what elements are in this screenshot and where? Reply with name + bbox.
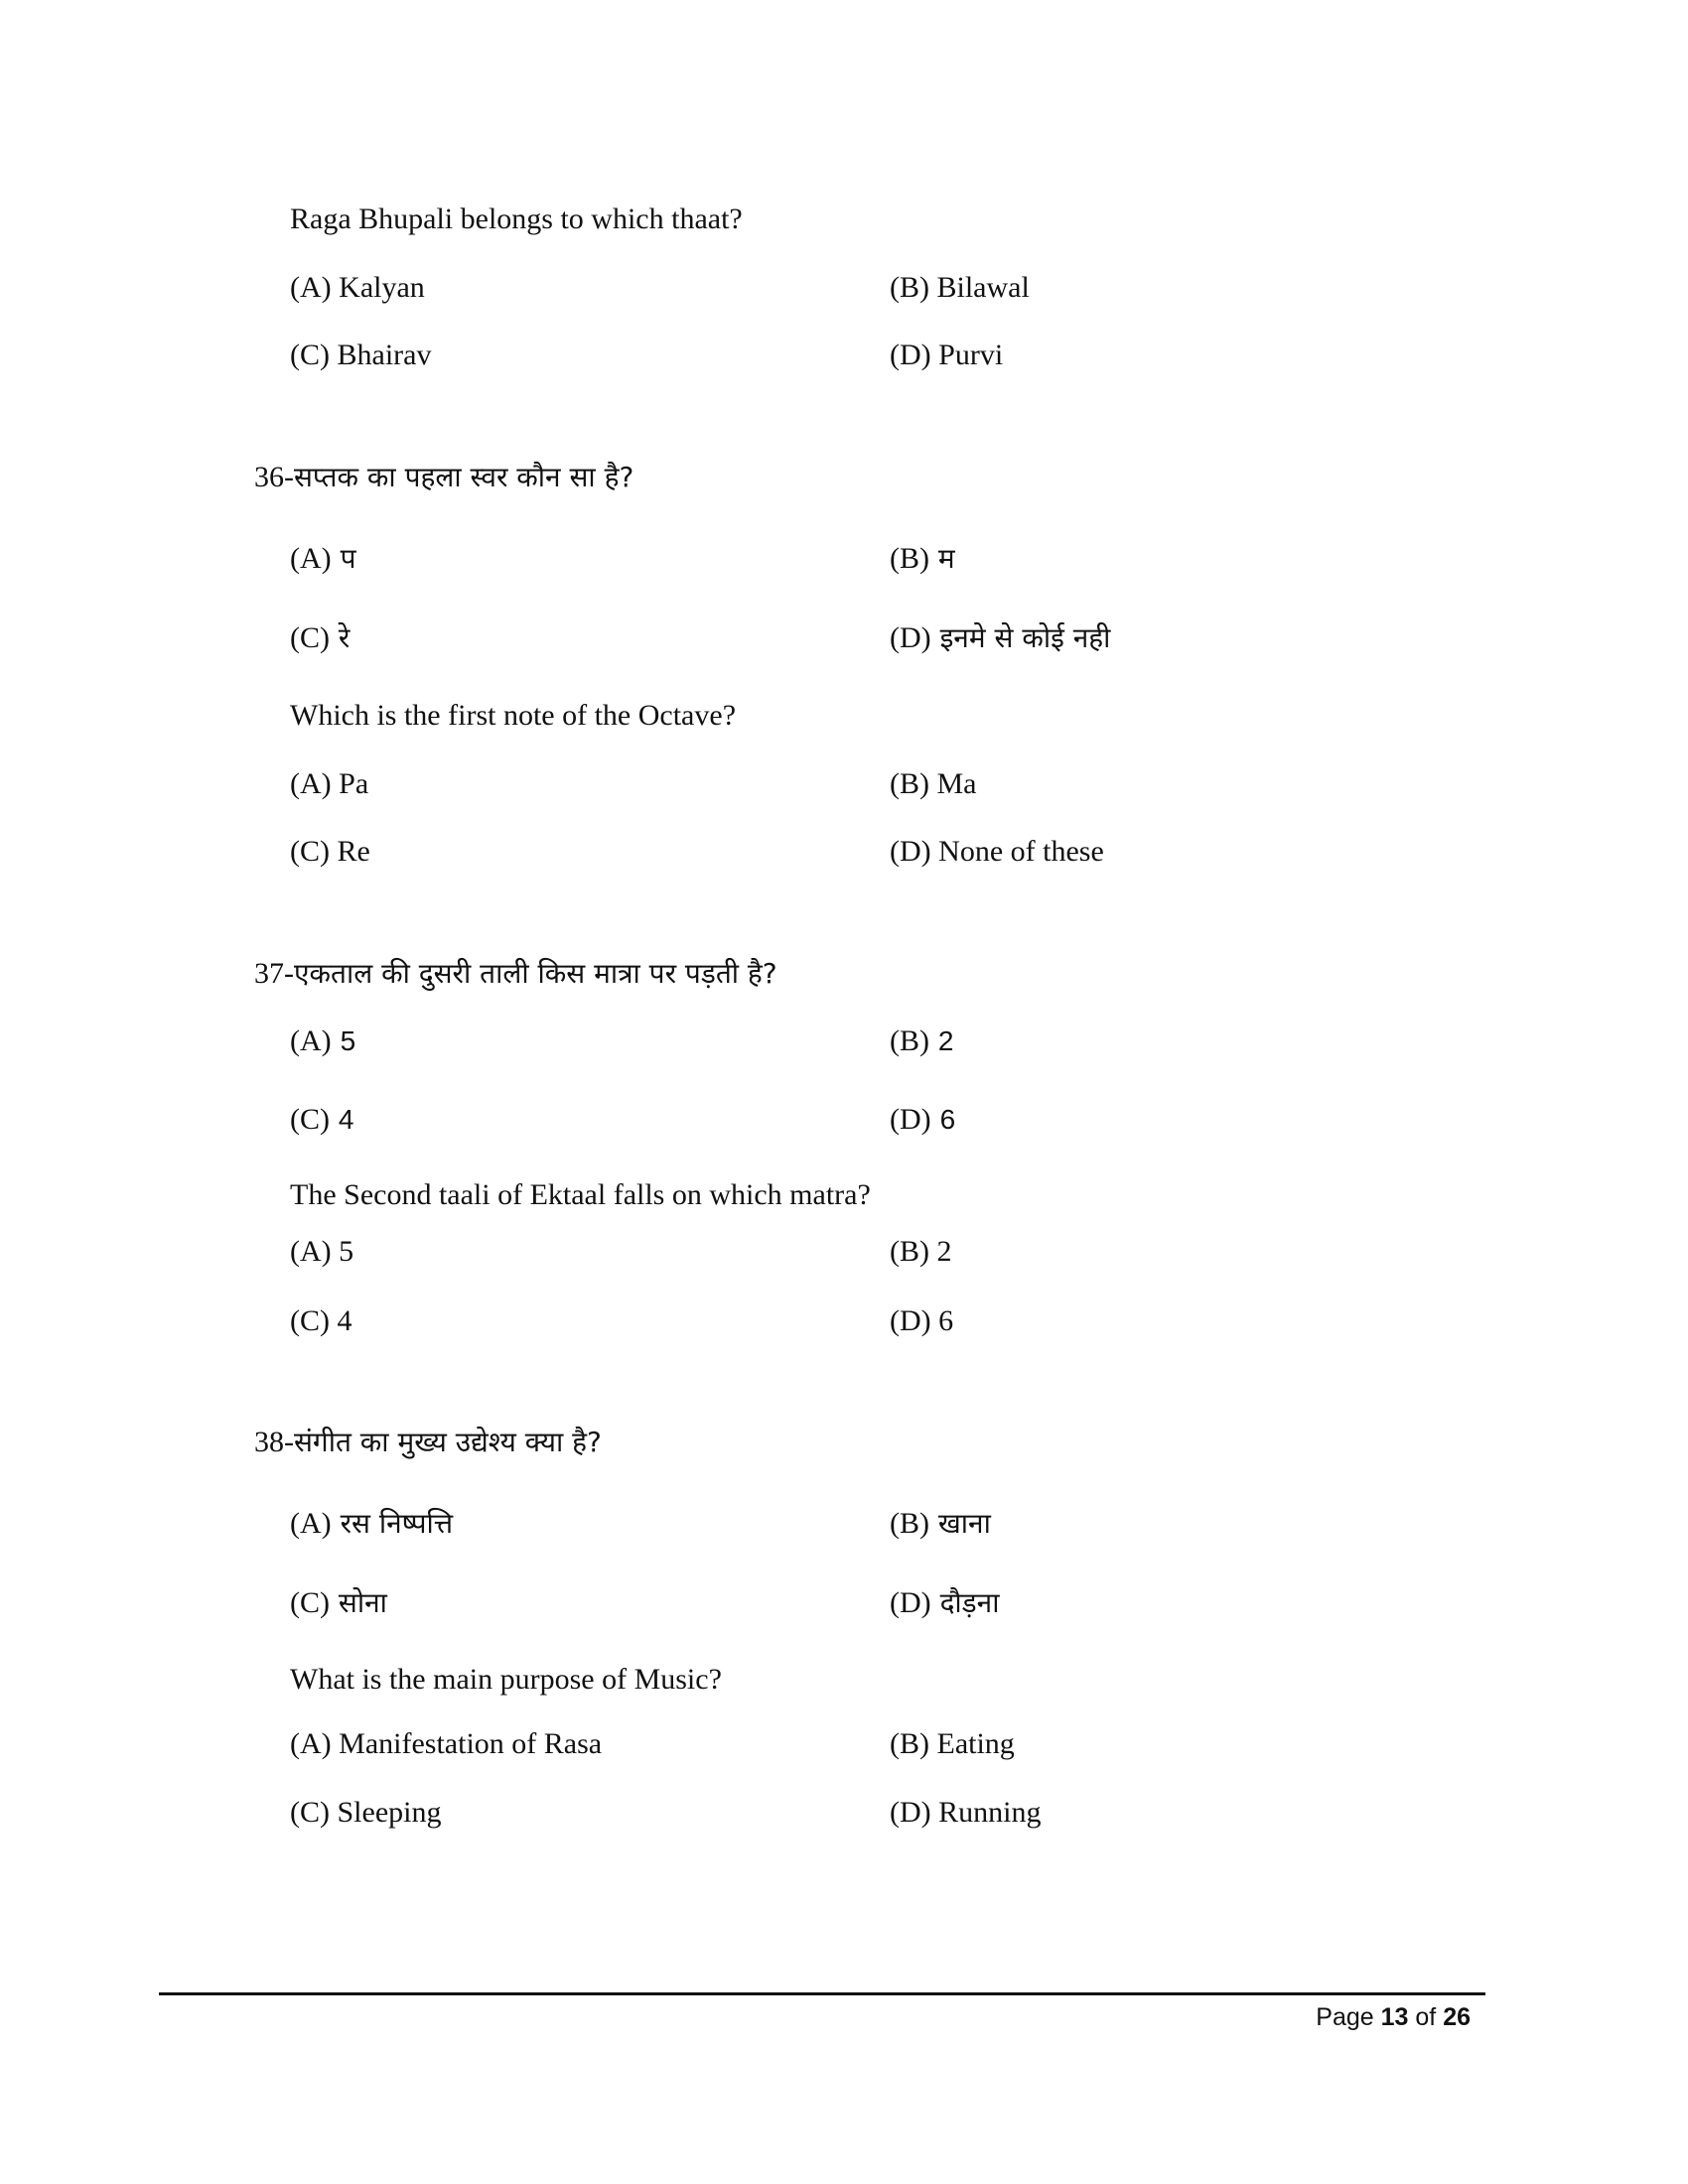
option-text: Ma: [936, 767, 977, 800]
option-label: (A): [290, 1235, 332, 1268]
option-d: [890, 1102, 955, 1138]
option-text: 2: [937, 1025, 954, 1056]
option-text: रे: [338, 621, 351, 654]
option-text: Re: [337, 835, 370, 868]
option-text: Purvi: [938, 339, 1004, 371]
option-b: [890, 766, 977, 802]
question-text: Raga Bhupali belongs to which thaat?: [290, 203, 743, 235]
option-a: [290, 1024, 355, 1059]
footer-divider: [159, 1992, 1485, 1995]
page-sep: of: [1415, 2003, 1437, 2031]
option-d: [890, 834, 1104, 870]
option-label: (C): [290, 339, 330, 371]
option-label: (B): [890, 1235, 929, 1268]
option-c: [290, 1585, 387, 1621]
option-a: [290, 1506, 453, 1542]
option-c: [290, 1795, 442, 1831]
question-text: Which is the first note of the Octave?: [290, 699, 737, 732]
option-text: 2: [936, 1235, 952, 1268]
question-number: 38-: [254, 1426, 294, 1458]
option-text: Pa: [339, 767, 369, 800]
option-b: [890, 541, 955, 577]
option-d: [890, 620, 1110, 656]
question-text: What is the main purpose of Music?: [290, 1663, 722, 1696]
page-prefix: Page: [1316, 2003, 1374, 2031]
option-label: (C): [290, 1796, 330, 1829]
option-label: (B): [890, 767, 929, 800]
option-text: Bhairav: [337, 339, 432, 371]
question-text: एकताल की दुसरी ताली किस मात्रा पर पड़ती है?: [294, 957, 777, 990]
option-c: [290, 1303, 352, 1339]
question-text: सप्तक का पहला स्वर कौन सा है?: [294, 461, 634, 493]
question-q37-hi: [254, 956, 777, 992]
option-text: Bilawal: [936, 271, 1030, 304]
option-d: [890, 1303, 953, 1339]
option-text: 4: [337, 1304, 352, 1337]
option-label: (B): [890, 1507, 929, 1540]
option-a: [290, 1234, 353, 1270]
option-b: [890, 1024, 953, 1059]
option-label: (A): [290, 542, 332, 575]
option-text: इनमे से कोई नही: [939, 621, 1111, 654]
total-pages: 26: [1443, 2003, 1471, 2031]
option-label: (B): [890, 542, 929, 575]
option-text: Manifestation of Rasa: [339, 1727, 603, 1760]
option-label: (D): [890, 835, 931, 868]
option-label: (A): [290, 1024, 332, 1057]
option-text: Running: [938, 1796, 1042, 1829]
option-label: (D): [890, 1796, 931, 1829]
question-q35-en: [290, 202, 743, 237]
question-q37-en: [290, 1177, 871, 1213]
option-text: सोना: [338, 1586, 387, 1619]
option-b: [890, 270, 1030, 306]
option-label: (A): [290, 1507, 332, 1540]
option-text: 6: [939, 1104, 956, 1135]
page-number: [1316, 2003, 1471, 2032]
option-d: [890, 1795, 1042, 1831]
question-q36-hi: [254, 460, 633, 495]
question-q38-hi: [254, 1425, 602, 1460]
option-text: 5: [340, 1025, 356, 1056]
option-d: [890, 1585, 999, 1621]
current-page: 13: [1380, 2003, 1409, 2031]
option-label: (B): [890, 271, 929, 304]
option-a: [290, 766, 368, 802]
option-b: [890, 1234, 952, 1270]
question-text: संगीत का मुख्य उद्येश्य क्या है?: [294, 1426, 602, 1458]
option-text: म: [937, 542, 955, 575]
option-text: 4: [338, 1104, 354, 1135]
option-text: None of these: [938, 835, 1104, 868]
option-label: (C): [290, 621, 330, 654]
option-a: [290, 541, 355, 577]
option-label: (D): [890, 1304, 931, 1337]
option-text: Eating: [936, 1727, 1015, 1760]
option-c: [290, 620, 350, 656]
option-b: [890, 1726, 1015, 1762]
option-label: (A): [290, 767, 332, 800]
option-label: (D): [890, 1586, 931, 1619]
option-b: [890, 1506, 991, 1542]
question-number: 37-: [254, 957, 294, 990]
question-text: The Second taali of Ektaal falls on which matra?: [290, 1178, 871, 1211]
option-label: (B): [890, 1024, 929, 1057]
option-text: रस निष्पत्ति: [340, 1507, 454, 1540]
option-label: (A): [290, 271, 332, 304]
option-c: [290, 1102, 353, 1138]
question-q36-en: [290, 698, 736, 734]
option-text: Kalyan: [339, 271, 425, 304]
option-d: [890, 338, 1003, 373]
option-label: (C): [290, 1586, 330, 1619]
option-text: प: [340, 542, 356, 575]
question-number: 36-: [254, 461, 294, 493]
option-text: Sleeping: [337, 1796, 442, 1829]
option-label: (B): [890, 1727, 929, 1760]
option-label: (D): [890, 1103, 931, 1136]
option-c: [290, 338, 431, 373]
option-text: 6: [938, 1304, 954, 1337]
option-a: [290, 1726, 602, 1762]
option-label: (C): [290, 1304, 330, 1337]
option-c: [290, 834, 370, 870]
option-label: (A): [290, 1727, 332, 1760]
option-label: (D): [890, 621, 931, 654]
option-text: 5: [339, 1235, 354, 1268]
option-label: (D): [890, 339, 931, 371]
option-label: (C): [290, 1103, 330, 1136]
option-text: दौड़ना: [939, 1586, 1000, 1619]
option-text: खाना: [937, 1507, 991, 1540]
option-a: [290, 270, 425, 306]
option-label: (C): [290, 835, 330, 868]
question-q38-en: [290, 1662, 722, 1698]
